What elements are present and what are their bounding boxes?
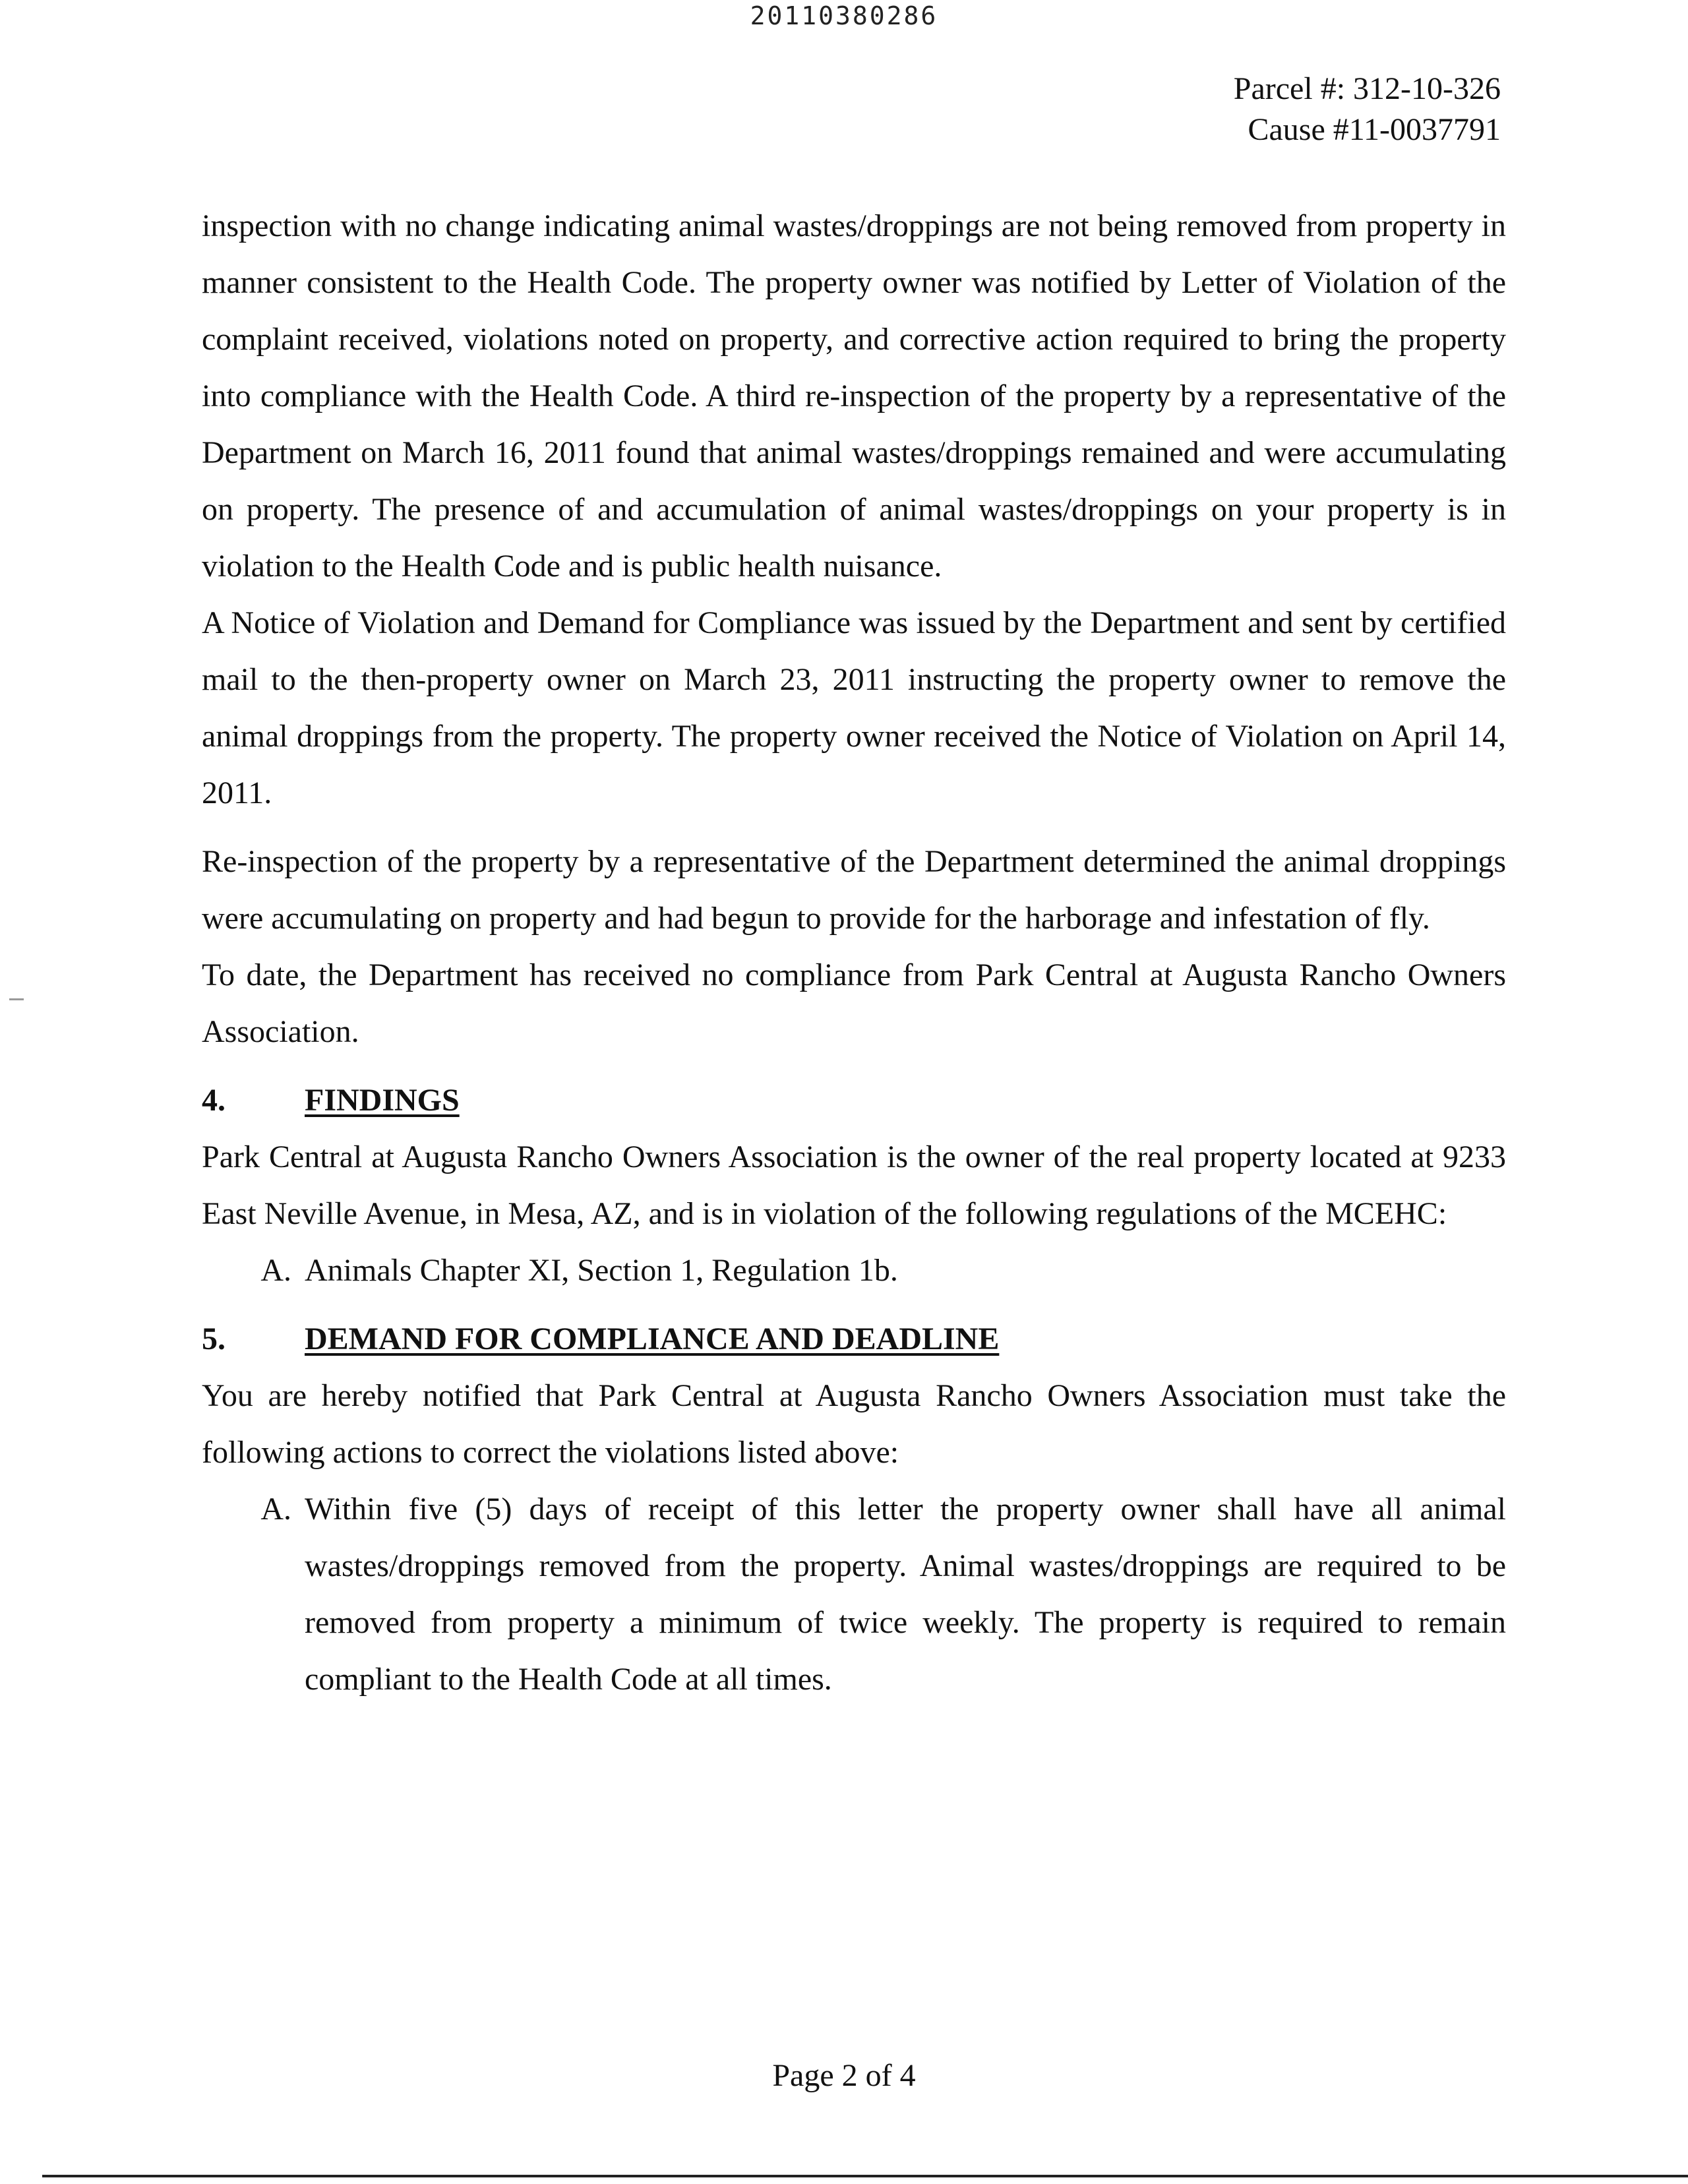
case-references [1234, 69, 1501, 150]
parcel-number: Parcel #: 312-10-326 [1233, 71, 1501, 106]
section-number: 4. [202, 1083, 226, 1118]
section-title: DEMAND FOR COMPLIANCE AND DEADLINE [305, 1321, 1000, 1356]
list-item-letter: A. [260, 1253, 291, 1288]
document-body [202, 198, 1506, 1708]
section-heading-demand [202, 1311, 1506, 1368]
paragraph-notice-of-violation: A Notice of Violation and Demand for Compliance was issued by the Department and sent by certified mail to the then-property owner on March 23, 2011 instructing the property owner to remove the animal droppings from the property. The property owner received the Notice of Violation on April 14, 2011. [202, 605, 1506, 810]
section-number: 5. [202, 1321, 226, 1356]
demand-text: You are hereby notified that Park Central at Augusta Rancho Owners Association must take the following actions to correct the violations listed above: [202, 1378, 1506, 1470]
section-heading-findings [202, 1072, 1506, 1129]
findings-list-item [202, 1242, 1506, 1299]
list-item-letter: A. [260, 1492, 291, 1527]
cause-number: Cause #11-0037791 [1248, 112, 1501, 147]
paragraph-reinspection: Re-inspection of the property by a representative of the Department determined the animal droppings were accumulating on property and had begun to provide for the harborage and infestation of fly. [202, 844, 1506, 936]
list-item-text: Within five (5) days of receipt of this letter the property owner shall have all animal wastes/droppings removed from the property. Animal wastes/droppings are required to be removed from property a minimum of twice weekly. The property is required to remain compliant to the Health Code at all times. [305, 1492, 1506, 1697]
page-number: Page 2 of 4 [772, 2058, 916, 2093]
section-title: FINDINGS [305, 1083, 460, 1118]
paragraph-inspection-history: inspection with no change indicating animal wastes/droppings are not being removed from property in manner consistent to the Health Code. The property owner was notified by Letter of Violation of the complaint received, violations noted on property, and corrective action required to bring the property into compliance with the Health Code. A third re-inspection of the property by a representative of the Department on March 16, 2011 found that animal wastes/droppings remained and were accumulating on property. The presence of and accumulation of animal wastes/droppings on your property is in violation to the Health Code and is public health nuisance. [202, 208, 1506, 584]
bottom-rule [42, 2175, 1688, 2177]
recording-number: 20110380286 [750, 1, 938, 30]
paragraph-no-compliance: To date, the Department has received no compliance from Park Central at Augusta Rancho Owners Association. [202, 957, 1506, 1049]
scan-margin-mark [9, 998, 24, 1000]
list-item-text: Animals Chapter XI, Section 1, Regulation 1b. [305, 1253, 898, 1288]
demand-list-item [202, 1481, 1506, 1708]
findings-text: Park Central at Augusta Rancho Owners Association is the owner of the real property located at 9233 East Neville Avenue, in Mesa, AZ, and is in violation of the following regulations of the MCEHC: [202, 1139, 1506, 1231]
